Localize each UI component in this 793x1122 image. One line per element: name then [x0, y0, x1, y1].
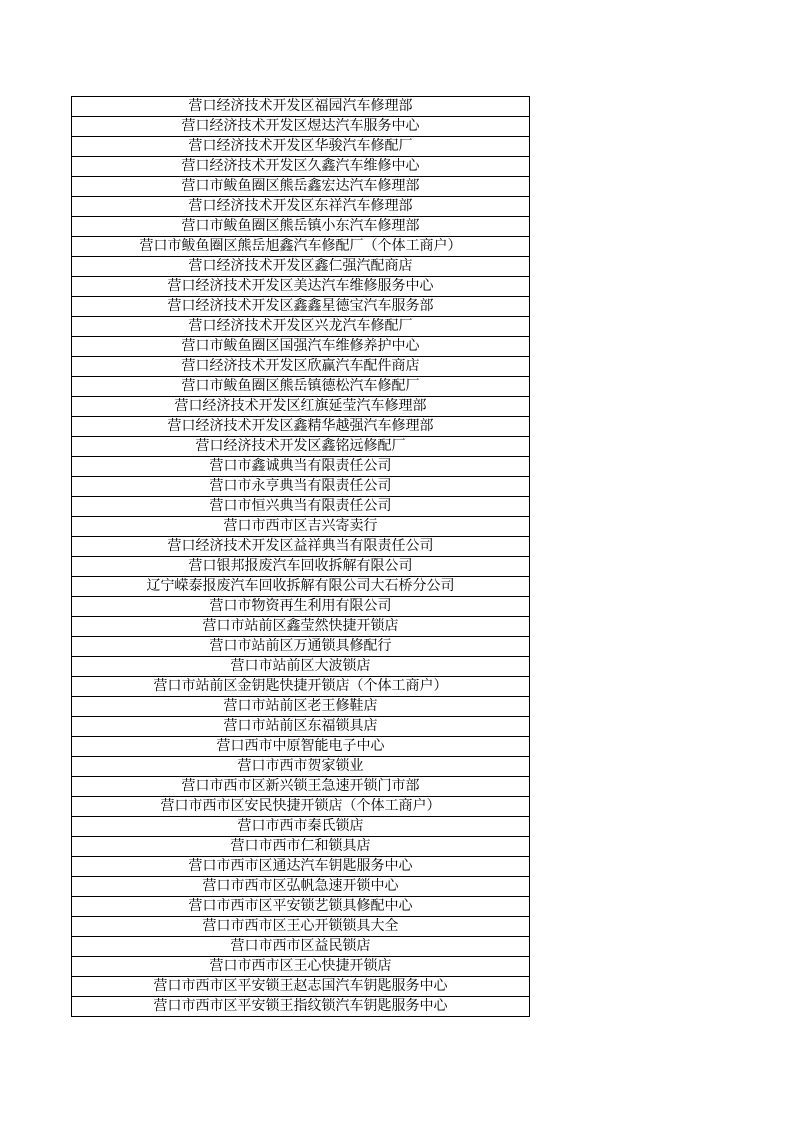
business-name-cell: 营口经济技术开发区鑫仁强汽配商店	[72, 257, 530, 277]
table-row	[72, 737, 530, 757]
business-name-cell: 营口市鲅鱼圈区熊岳鑫宏达汽车修理部	[72, 177, 530, 197]
business-name-cell: 营口银邦报废汽车回收拆解有限公司	[72, 557, 530, 577]
business-name-cell: 营口经济技术开发区鑫铭远修配厂	[72, 437, 530, 457]
table-row	[72, 997, 530, 1017]
table-row	[72, 877, 530, 897]
business-name-cell: 营口市西市区平安锁王赵志国汽车钥匙服务中心	[72, 977, 530, 997]
business-name-cell: 营口市西市区通达汽车钥匙服务中心	[72, 857, 530, 877]
table-row	[72, 397, 530, 417]
business-list-table	[71, 96, 530, 1017]
table-row	[72, 517, 530, 537]
table-row	[72, 757, 530, 777]
business-name-cell: 营口市站前区老王修鞋店	[72, 697, 530, 717]
business-name-cell: 营口市站前区鑫莹然快捷开锁店	[72, 617, 530, 637]
table-row	[72, 977, 530, 997]
business-name-cell: 营口经济技术开发区兴龙汽车修配厂	[72, 317, 530, 337]
business-name-cell: 营口市站前区万通锁具修配行	[72, 637, 530, 657]
business-name-cell: 营口经济技术开发区益祥典当有限责任公司	[72, 537, 530, 557]
business-name-cell: 营口市鲅鱼圈区熊岳镇德松汽车修配厂	[72, 377, 530, 397]
table-row	[72, 917, 530, 937]
table-row	[72, 617, 530, 637]
business-name-cell: 营口经济技术开发区鑫鑫星德宝汽车服务部	[72, 297, 530, 317]
table-row	[72, 697, 530, 717]
table-row	[72, 377, 530, 397]
table-row	[72, 277, 530, 297]
table-row	[72, 257, 530, 277]
business-name-cell: 营口市鑫诚典当有限责任公司	[72, 457, 530, 477]
table-row	[72, 237, 530, 257]
business-name-cell: 营口市西市区安民快捷开锁店（个体工商户）	[72, 797, 530, 817]
table-row	[72, 357, 530, 377]
business-name-cell: 营口经济技术开发区欣赢汽车配件商店	[72, 357, 530, 377]
business-name-cell: 营口市西市区吉兴寄卖行	[72, 517, 530, 537]
table-row	[72, 437, 530, 457]
business-name-cell: 营口市西市区王心开锁锁具大全	[72, 917, 530, 937]
business-name-cell: 营口市西市区新兴锁王急速开锁门市部	[72, 777, 530, 797]
table-row	[72, 157, 530, 177]
business-name-cell: 营口市西市贺家锁业	[72, 757, 530, 777]
business-name-cell: 辽宁嵘泰报废汽车回收拆解有限公司大石桥分公司	[72, 577, 530, 597]
business-name-cell: 营口市西市区益民锁店	[72, 937, 530, 957]
business-list-body	[72, 97, 530, 1017]
table-row	[72, 117, 530, 137]
business-name-cell: 营口经济技术开发区红旗延莹汽车修理部	[72, 397, 530, 417]
business-name-cell: 营口市西市区王心快捷开锁店	[72, 957, 530, 977]
business-name-cell: 营口市恒兴典当有限责任公司	[72, 497, 530, 517]
business-name-cell: 营口市站前区大波锁店	[72, 657, 530, 677]
table-row	[72, 577, 530, 597]
business-name-cell: 营口市西市区弘帆急速开锁中心	[72, 877, 530, 897]
business-name-cell: 营口经济技术开发区久鑫汽车维修中心	[72, 157, 530, 177]
business-name-cell: 营口市西市秦氏锁店	[72, 817, 530, 837]
business-name-cell: 营口经济技术开发区东祥汽车修理部	[72, 197, 530, 217]
table-row	[72, 317, 530, 337]
table-row	[72, 477, 530, 497]
table-row	[72, 457, 530, 477]
table-row	[72, 657, 530, 677]
business-name-cell: 营口市物资再生利用有限公司	[72, 597, 530, 617]
table-row	[72, 897, 530, 917]
business-name-cell: 营口市鲅鱼圈区国强汽车维修养护中心	[72, 337, 530, 357]
table-row	[72, 597, 530, 617]
business-name-cell: 营口经济技术开发区美达汽车维修服务中心	[72, 277, 530, 297]
table-row	[72, 137, 530, 157]
table-row	[72, 177, 530, 197]
business-name-cell: 营口市鲅鱼圈区熊岳镇小东汽车修理部	[72, 217, 530, 237]
table-row	[72, 677, 530, 697]
table-row	[72, 777, 530, 797]
business-name-cell: 营口市站前区金钥匙快捷开锁店（个体工商户）	[72, 677, 530, 697]
business-name-cell: 营口经济技术开发区鑫精华越强汽车修理部	[72, 417, 530, 437]
table-row	[72, 97, 530, 117]
business-name-cell: 营口市西市区平安锁王指纹锁汽车钥匙服务中心	[72, 997, 530, 1017]
business-name-cell: 营口市站前区东福锁具店	[72, 717, 530, 737]
table-row	[72, 817, 530, 837]
business-name-cell: 营口经济技术开发区福园汽车修理部	[72, 97, 530, 117]
business-name-cell: 营口市永亨典当有限责任公司	[72, 477, 530, 497]
table-row	[72, 837, 530, 857]
table-row	[72, 857, 530, 877]
table-row	[72, 937, 530, 957]
table-row	[72, 557, 530, 577]
business-name-cell: 营口市鲅鱼圈区熊岳旭鑫汽车修配厂（个体工商户）	[72, 237, 530, 257]
table-row	[72, 497, 530, 517]
business-name-cell: 营口市西市区平安锁艺锁具修配中心	[72, 897, 530, 917]
table-row	[72, 197, 530, 217]
table-row	[72, 217, 530, 237]
business-name-cell: 营口西市中原智能电子中心	[72, 737, 530, 757]
table-row	[72, 297, 530, 317]
table-row	[72, 337, 530, 357]
business-name-cell: 营口经济技术开发区华骏汽车修配厂	[72, 137, 530, 157]
table-row	[72, 417, 530, 437]
table-row	[72, 637, 530, 657]
table-row	[72, 537, 530, 557]
table-row	[72, 957, 530, 977]
table-row	[72, 717, 530, 737]
table-row	[72, 797, 530, 817]
business-name-cell: 营口市西市仁和锁具店	[72, 837, 530, 857]
business-name-cell: 营口经济技术开发区煜达汽车服务中心	[72, 117, 530, 137]
